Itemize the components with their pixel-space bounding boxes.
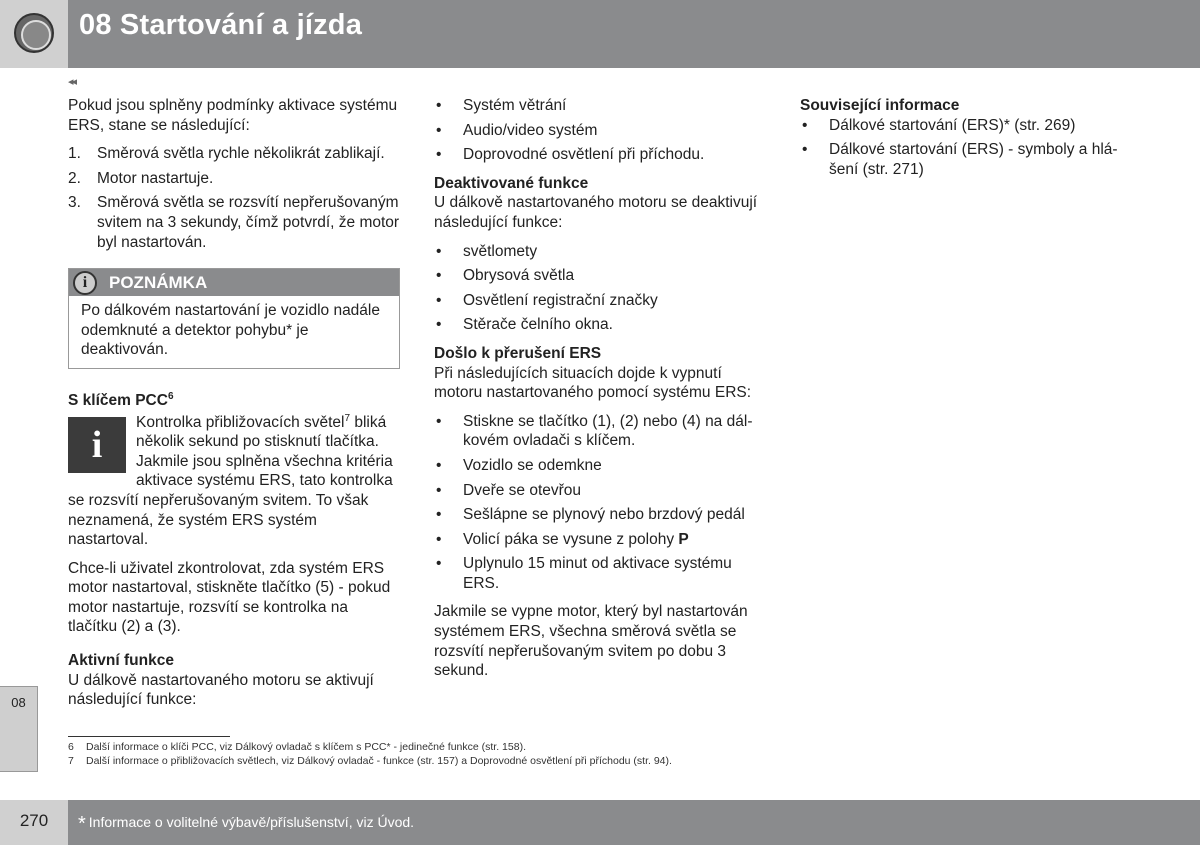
footer-note: Informace o volitelné výbavě/příslušenství, viz Úvod.	[88, 814, 415, 830]
related-info-heading: Související informace	[800, 97, 960, 114]
active-text: U dálkově nastartovaného motoru se aktivují následující funkce:	[68, 671, 374, 709]
item-text: Sešlápne se plynový nebo brzdový pedál	[463, 506, 745, 524]
list-item	[434, 266, 766, 286]
related-link[interactable]	[800, 116, 1132, 136]
list-item	[434, 412, 766, 451]
bullet: •	[802, 116, 808, 134]
active-functions-list	[434, 96, 766, 165]
gear-position: P	[678, 530, 689, 548]
section-heading-deactivated: Deaktivované funkce	[434, 174, 589, 192]
steering-wheel-icon	[14, 13, 54, 53]
note-box	[68, 268, 400, 369]
section-heading-active: Aktivní funkce	[68, 652, 174, 670]
list-item	[434, 505, 766, 525]
bullet: •	[436, 316, 442, 334]
chapter-icon-area	[0, 0, 68, 68]
footnote-ref: 7	[344, 412, 351, 424]
bullet: •	[436, 267, 442, 285]
check-text: Chce-li uživatel zkontrolovat, zda systém ERS motor nastartoval, stiskněte tlačítko (5) - pokud motor nastartuje, rozsvítí se kontrolka na tlačítku (2) a (3).	[68, 559, 391, 636]
chapter-title: 08 Startování a jízda	[79, 9, 363, 41]
info-circle-icon: i	[73, 271, 97, 295]
heading-text: S klíčem PCC	[68, 391, 168, 409]
chapter-header	[68, 0, 1200, 68]
list-item	[434, 456, 766, 476]
footnote-text: Další informace o přibližovacích světlech, viz Dálkový ovladač - funkce (str. 157) a Doprovodné osvětlení při příchodu (str. 94).	[86, 755, 672, 767]
list-item	[434, 121, 766, 141]
item-text: Obrysová světla	[463, 267, 575, 285]
footer-bar	[68, 800, 1200, 845]
list-item	[68, 169, 400, 189]
bullet: •	[436, 456, 442, 474]
list-item	[434, 291, 766, 311]
item-text: Audio/video systém	[463, 121, 598, 139]
item-text: Doprovodné osvětlení při příchodu.	[463, 146, 705, 164]
bullet: •	[436, 412, 442, 430]
step-text: Směrová světla rychle několikrát zablikají.	[97, 145, 385, 163]
column-3	[800, 96, 1132, 184]
link-text[interactable]: Dálkové startování (ERS) - symboly a hlášení (str. 271)	[829, 141, 1118, 178]
section-heading-interrupted: Došlo k přerušení ERS	[434, 344, 602, 362]
footnote-number: 6	[68, 741, 74, 753]
footnote-ref: 6	[167, 390, 174, 402]
bullet: •	[436, 121, 442, 139]
continued-marker-icon: ◂◂	[68, 76, 76, 88]
asterisk-marker: *	[78, 813, 86, 835]
pcc-text-2: bliká několik sekund po stisknutí tlačítka. Jakmile jsou splněna všechna kritéria aktivace systému ERS, tato kontrolka se rozsvítí nepřerušovaným svitem. To však neznamená, že systém ERS systém nastartoval.	[68, 413, 393, 549]
note-text: Po dálkovém nastartování je vozidlo nadále odemknuté a detektor pohybu* je deaktivován.	[81, 302, 380, 359]
bullet: •	[802, 141, 808, 159]
item-text: světlomety	[463, 242, 538, 260]
steps-list	[68, 144, 400, 252]
related-links	[800, 116, 1132, 180]
end-text: Jakmile se vypne motor, který byl nastartován systémem ERS, všechna směrová světla se rozsvítí nepřerušovaným svitem po dobu 3 sekund.	[434, 603, 748, 680]
item-text: Uplynulo 15 minut od aktivace systému ERS.	[463, 555, 732, 592]
bullet: •	[436, 146, 442, 164]
bullet: •	[436, 481, 442, 499]
list-item	[434, 145, 766, 165]
pcc-text	[68, 413, 400, 550]
item-text: Systém větrání	[463, 97, 567, 114]
deactivated-list	[434, 242, 766, 335]
column-1	[68, 96, 400, 719]
item-text: Volicí páka se vysune z polohy	[463, 530, 679, 548]
item-text: Stiskne se tlačítko (1), (2) nebo (4) na dálkovém ovladači s klíčem.	[463, 412, 753, 450]
column-2	[434, 96, 766, 690]
list-item	[434, 315, 766, 335]
item-text: Osvětlení registrační značky	[463, 291, 658, 309]
footnote-divider	[68, 736, 230, 737]
footnote	[68, 741, 526, 754]
info-symbol-icon: i	[68, 417, 126, 473]
item-text: Dveře se otevřou	[463, 481, 582, 499]
bullet: •	[436, 555, 442, 573]
step-number: 1.	[68, 145, 81, 163]
list-item	[434, 96, 766, 116]
bullet: •	[436, 97, 442, 114]
related-link[interactable]	[800, 140, 1132, 179]
item-text: Vozidlo se odemkne	[463, 456, 602, 474]
list-item	[68, 144, 400, 164]
step-text: Motor nastartuje.	[97, 169, 214, 187]
pcc-text-1: Kontrolka přibližovacích světel	[136, 413, 345, 431]
interrupt-list	[434, 412, 766, 594]
page-number: 270	[0, 800, 68, 845]
step-text: Směrová světla se rozsvítí nepřerušovaným svitem na 3 sekundy, čímž potvrdí, že motor byl nastartován.	[97, 194, 400, 251]
bullet: •	[436, 291, 442, 309]
note-title: POZNÁMKA	[109, 272, 208, 292]
list-item	[434, 554, 766, 593]
list-item	[434, 530, 766, 550]
intro-text: Pokud jsou splněny podmínky aktivace systému ERS, stane se následující:	[68, 97, 398, 134]
item-text: Stěrače čelního okna.	[463, 316, 613, 334]
bullet: •	[436, 242, 442, 260]
list-item	[434, 242, 766, 262]
bullet: •	[436, 506, 442, 524]
section-heading-pcc	[68, 391, 400, 411]
footnote-text: Další informace o klíči PCC, viz Dálkový ovladač s klíčem s PCC* - jedinečné funkce (str. 158).	[86, 741, 526, 753]
list-item	[434, 481, 766, 501]
list-item	[68, 193, 400, 252]
step-number: 2.	[68, 169, 81, 187]
step-number: 3.	[68, 194, 81, 212]
link-text[interactable]: Dálkové startování (ERS)* (str. 269)	[829, 116, 1076, 134]
bullet: •	[436, 530, 442, 548]
int-text: Při následujících situacích dojde k vypnutí motoru nastartovaného pomocí systému ERS:	[434, 364, 752, 402]
footnote	[68, 755, 672, 768]
chapter-side-tab: 08	[0, 686, 38, 772]
deact-text: U dálkově nastartovaného motoru se deaktivují následující funkce:	[434, 194, 758, 231]
footnote-number: 7	[68, 755, 74, 767]
